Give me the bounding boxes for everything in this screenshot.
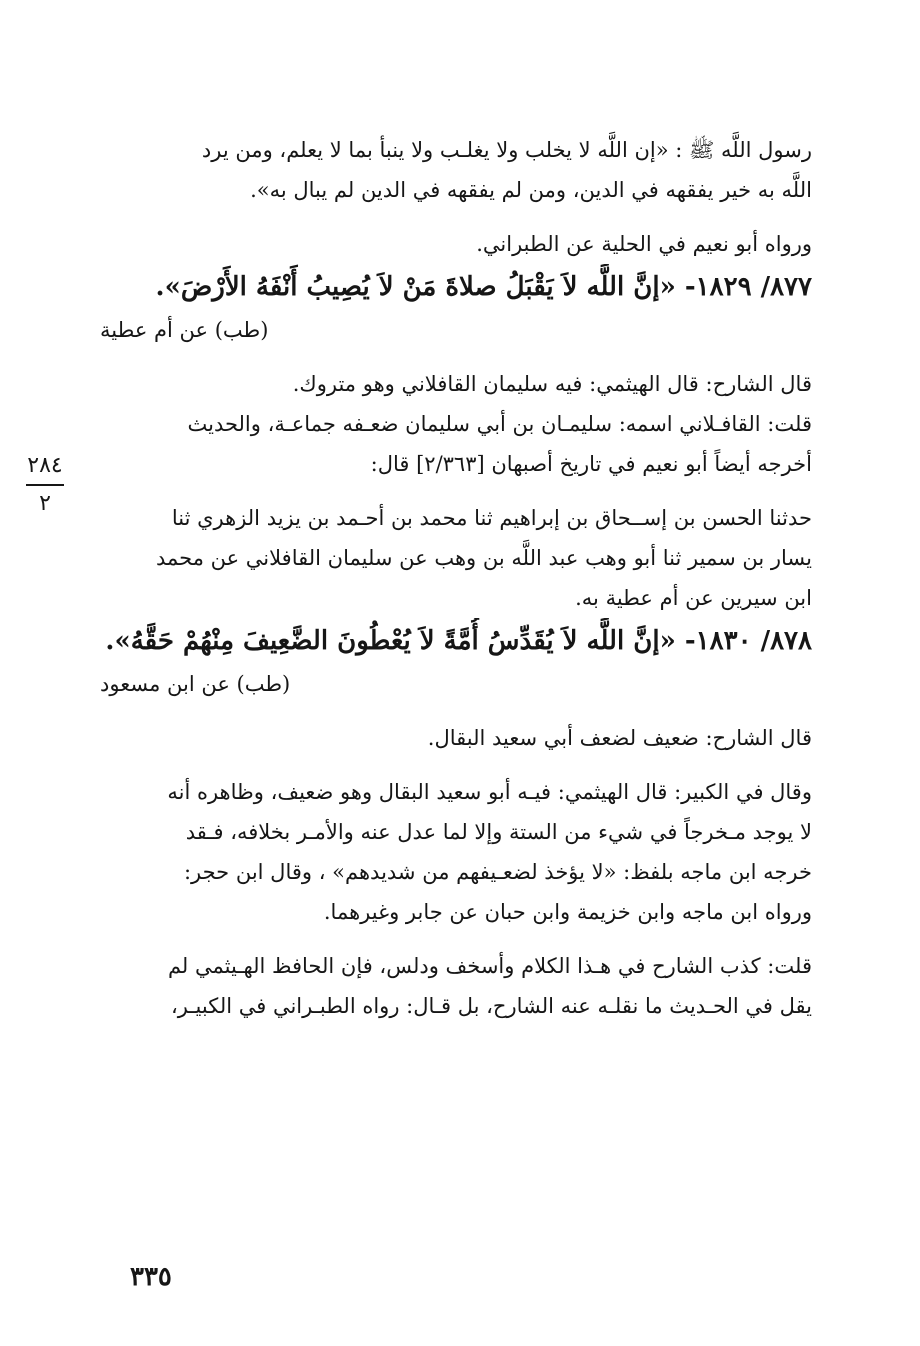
text-line: قال الشارح: قال الهيثمي: فيه سليمان القافلاني وهو متروك. <box>292 372 812 396</box>
text-line: يقل في الحـديث ما نقلـه عنه الشارح، بل قـال: رواه الطبـراني في الكبيـر، <box>171 994 812 1018</box>
hadith-source: (طب) عن ابن مسعود <box>100 672 291 696</box>
text-line: قلت: القافـلاني اسمه: سليمـان بن أبي سليمان ضعـفه جماعـة، والحديث <box>187 412 812 436</box>
hadith-878: ٨٧٨/ ١٨٣٠- «إنَّ اللَّه لاَ يُقَدِّسُ أُمَّةً لاَ يُعْطُونَ الضَّعِيفَ مِنْهُمْ حَقَّهُ». <box>105 626 812 656</box>
hadith-877: ٨٧٧/ ١٨٢٩- «إنَّ اللَّه لاَ يَقْبَلُ صلاةَ مَنْ لاَ يُصِيبُ أَنْفَهُ الأَرْضَ». <box>155 272 812 302</box>
text-line: اللَّه به خير يفقهه في الدين، ومن لم يفقهه في الدين لم يبال به». <box>250 178 812 202</box>
page-number: ٣٣٥ <box>130 1262 172 1292</box>
text-line: رسول اللَّه ﷺ : «إن اللَّه لا يخلب ولا يغلـب ولا ينبأ بما لا يعلم، ومن يرد <box>201 138 812 162</box>
text-line: خرجه ابن ماجه بلفظ: «لا يؤخذ لضعـيفهم من شديدهم» ، وقال ابن حجر: <box>183 860 812 884</box>
margin-ref-top: ٢٨٤ <box>27 453 63 478</box>
margin-page-reference <box>20 452 70 518</box>
text-line: أخرجه أيضاً أبو نعيم في تاريخ أصبهان [٢/٣٦٣] قال: <box>370 452 812 476</box>
text-line: وقال في الكبير: قال الهيثمي: فيـه أبو سعيد البقال وهو ضعيف، وظاهره أنه <box>167 780 812 804</box>
hadith-source: (طب) عن أم عطية <box>100 318 269 342</box>
text-line: ورواه أبو نعيم في الحلية عن الطبراني. <box>476 232 812 256</box>
text-line: حدثنا الحسن بن إســحاق بن إبراهيم ثنا محمد بن أحـمد بن يزيد الزهري ثنا <box>171 506 812 530</box>
text-line: ابن سيرين عن أم عطية به. <box>575 586 812 610</box>
text-line: قلت: كذب الشارح في هـذا الكلام وأسخف ودلس، فإن الحافظ الهـيثمي لم <box>167 954 812 978</box>
text-line: يسار بن سمير ثنا أبو وهب عبد اللَّه بن وهب عن سليمان القافلاني عن محمد <box>155 546 812 570</box>
page-body <box>100 130 812 1026</box>
margin-ref-bottom: ٢ <box>39 491 51 516</box>
text-line: ورواه ابن ماجه وابن خزيمة وابن حبان عن جابر وغيرهما. <box>323 900 812 924</box>
margin-rule <box>26 484 64 486</box>
text-line: قال الشارح: ضعيف لضعف أبي سعيد البقال. <box>427 726 812 750</box>
text-line: لا يوجد مـخرجاً في شيء من الستة وإلا لما عدل عنه والأمـر بخلافه، فـقد <box>185 820 812 844</box>
